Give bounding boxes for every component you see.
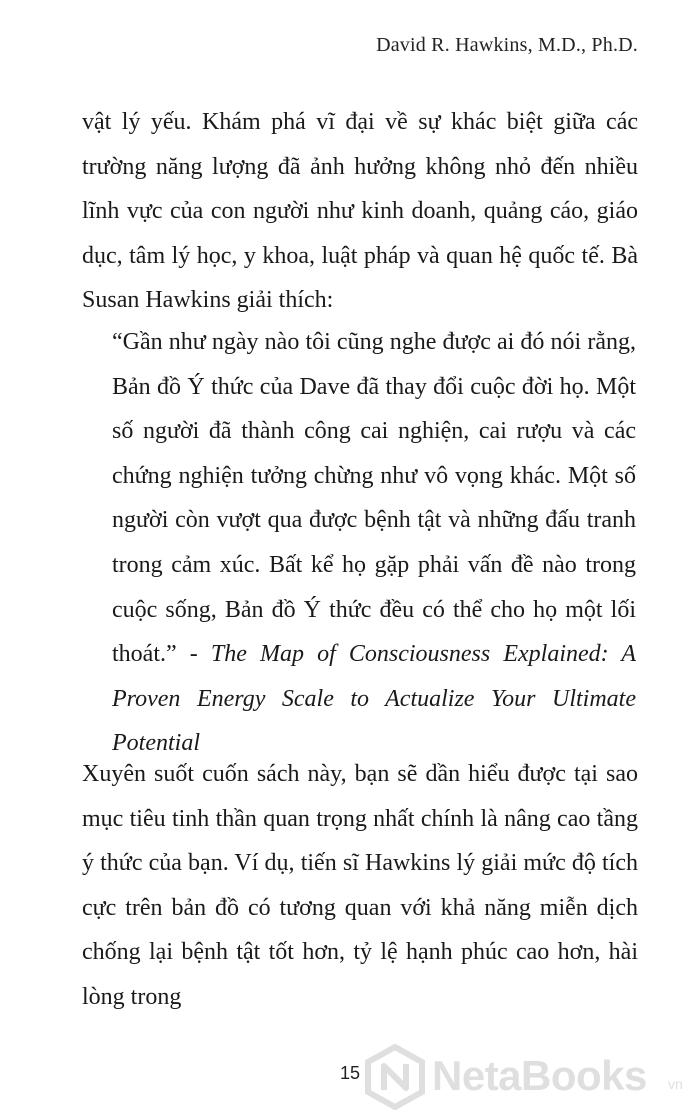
page-number: 15 <box>340 1063 361 1083</box>
netabooks-watermark <box>362 1042 692 1114</box>
quote-source-title: The Map of Consciousness Explained: A Proven Energy Scale to Actualize Your Ultimate Potential <box>112 641 636 757</box>
watermark-brand-text: NetaBooks <box>432 1052 647 1099</box>
running-header-author: David R. Hawkins, M.D., Ph.D. <box>376 34 638 56</box>
watermark-domain-suffix: vn <box>668 1076 683 1092</box>
quote-text: “Gần như ngày nào tôi cũng nghe được ai đó nói rằng, Bản đồ Ý thức của Dave đã thay đổi cuộc đời họ. Một số người đã thành công cai nghiện, cai rượu và các chứng nghiện tưởng chừng như vô vọng khác. Một số người còn vượt qua được bệnh tật và những đấu tranh trong cảm xúc. Bất kể họ gặp phải vấn đề nào trong cuộc sống, Bản đồ Ý thức đều có thể cho họ một lối thoát.” - <box>112 329 636 668</box>
body-paragraph-2: Xuyên suốt cuốn sách này, bạn sẽ dần hiểu được tại sao mục tiêu tinh thần quan trọng nhất chính là nâng cao tầng ý thức của bạn. Ví dụ, tiến sĩ Hawkins lý giải mức độ tích cực trên bản đồ có tương quan với khả năng miễn dịch chống lại bệnh tật tốt hơn, tỷ lệ hạnh phúc cao hơn, hài lòng trong <box>82 761 638 1010</box>
netabooks-logo-icon <box>364 1044 426 1110</box>
body-paragraph-1: vật lý yếu. Khám phá vĩ đại về sự khác biệt giữa các trường năng lượng đã ảnh hưởng không nhỏ đến nhiều lĩnh vực của con người như kinh doanh, quảng cáo, giáo dục, tâm lý học, y khoa, luật pháp và quan hệ quốc tế. Bà Susan Hawkins giải thích: <box>82 109 638 314</box>
block-quote <box>112 320 636 766</box>
